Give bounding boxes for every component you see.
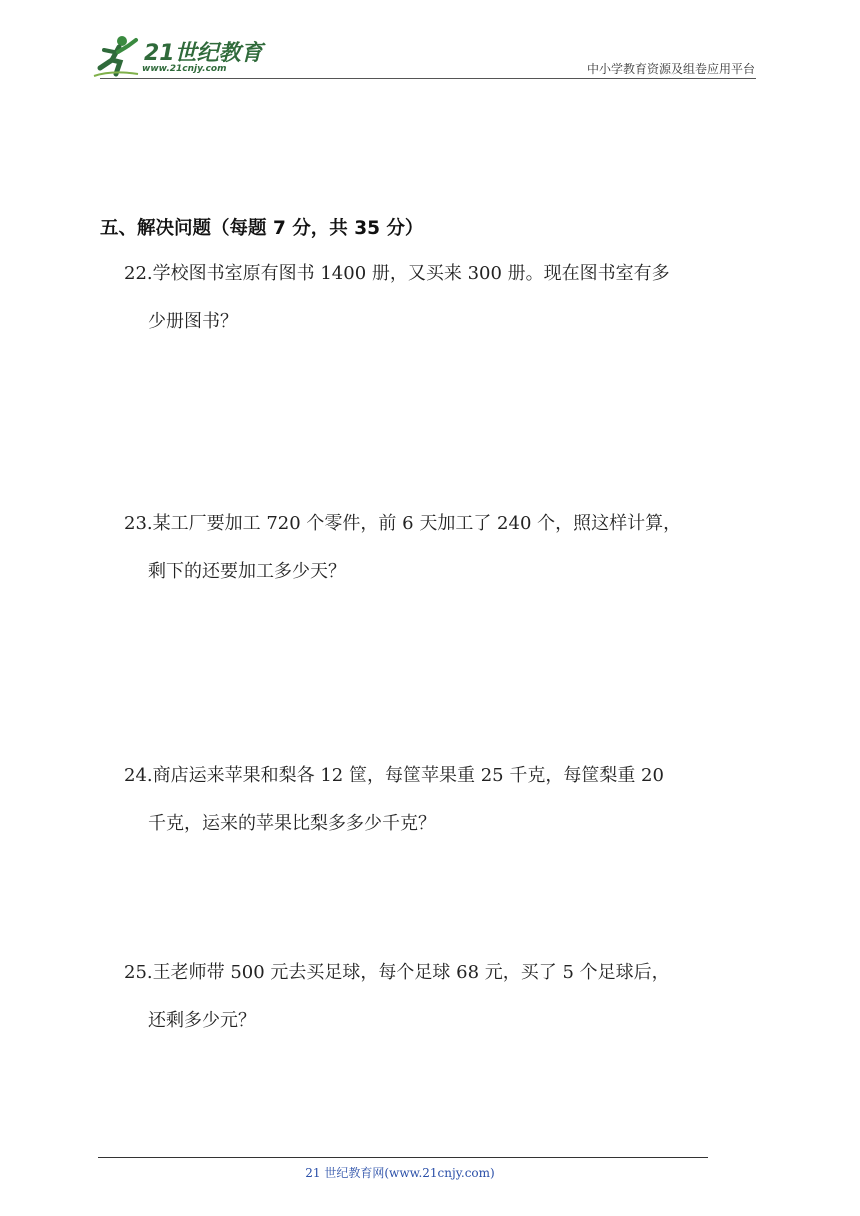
logo-url: www.21cnjy.com	[142, 64, 227, 74]
question-22	[124, 250, 774, 346]
question-23	[124, 500, 774, 596]
runner-logo-icon	[92, 34, 144, 78]
question-24	[124, 752, 774, 848]
footer-link[interactable]: 21 世纪教育网(www.21cnjy.com)	[305, 1166, 495, 1180]
question-25	[124, 949, 774, 1045]
header-divider	[100, 78, 756, 79]
header-tagline: 中小学教育资源及组卷应用平台	[586, 62, 755, 76]
question-text-continued: 千克，运来的苹果比梨多多少千克？	[148, 813, 436, 834]
question-text: 23.某工厂要加工 720 个零件，前 6 天加工了 240 个，照这样计算，	[124, 513, 682, 534]
page-header	[0, 0, 860, 90]
logo-text: 21世纪教育	[144, 41, 263, 66]
question-text: 24.商店运来苹果和梨各 12 筐，每筐苹果重 25 千克，每筐梨重 20	[124, 765, 664, 786]
question-text: 25.王老师带 500 元去买足球，每个足球 68 元，买了 5 个足球后，	[124, 962, 670, 983]
question-text: 22.学校图书室原有图书 1400 册，又买来 300 册。现在图书室有多	[124, 263, 670, 284]
logo	[92, 34, 262, 80]
question-text-continued: 剩下的还要加工多少天？	[148, 561, 346, 582]
footer-divider	[98, 1157, 708, 1158]
question-text-continued: 还剩多少元？	[148, 1010, 256, 1031]
section-title: 五、解决问题（每题 7 分，共 35 分）	[100, 218, 424, 239]
footer	[0, 1164, 860, 1181]
question-text-continued: 少册图书？	[148, 311, 238, 332]
